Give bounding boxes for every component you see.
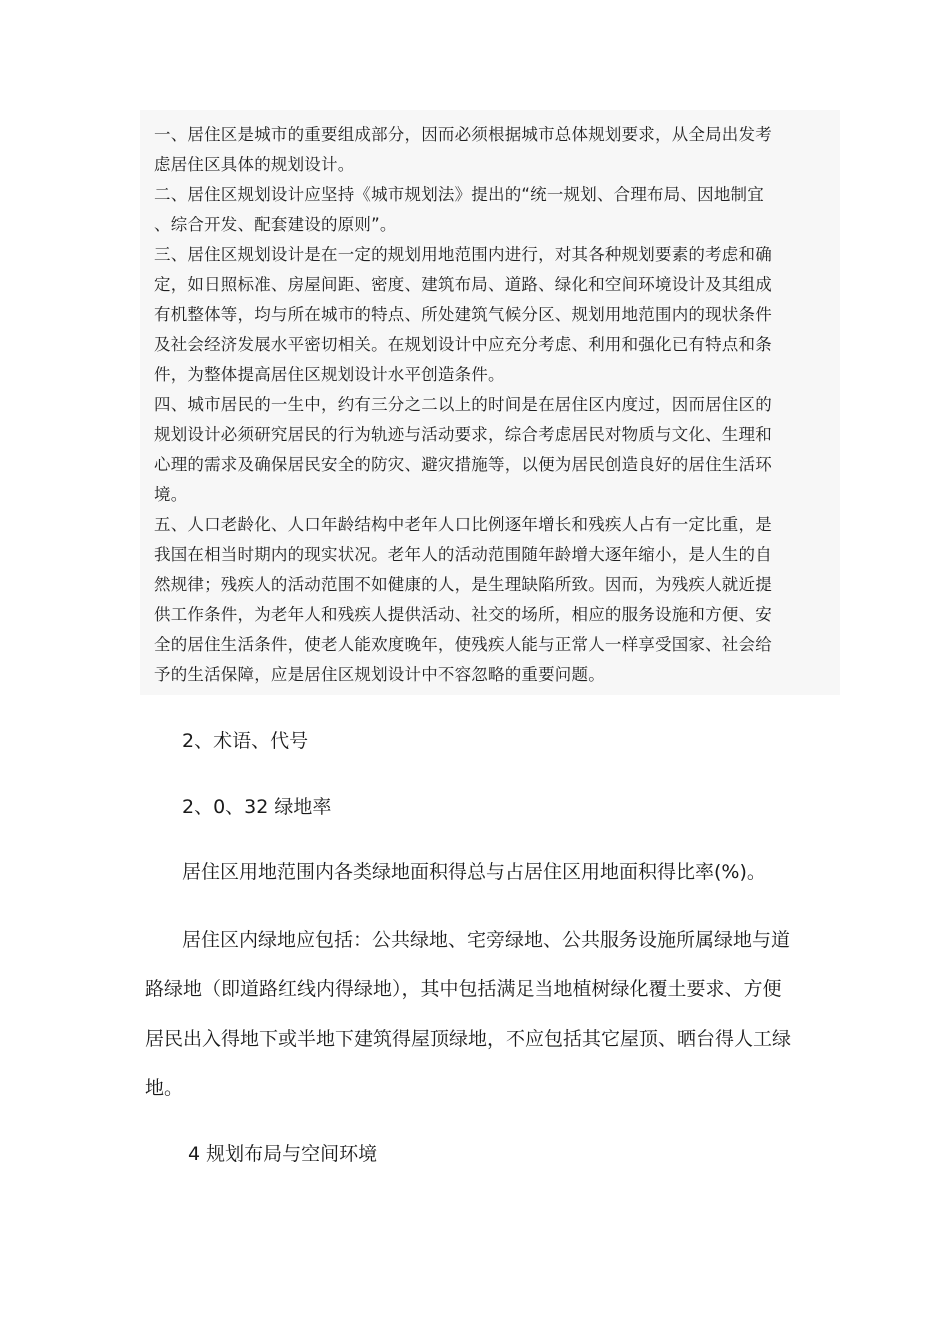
paragraph-line: 居民出入得地下或半地下建筑得屋顶绿地，不应包括其它屋顶、晒台得人工绿 [145,1028,792,1050]
image-text-line: 有机整体等，均与所在城市的特点、所处建筑气候分区、规划用地范围内的现状条件 [154,305,772,324]
image-text-line: 四、城市居民的一生中，约有三分之二以上的时间是在居住区内度过，因而居住区的 [154,395,772,414]
section-heading-terms: 2、术语、代号 [182,730,309,752]
image-text-line: 予的生活保障，应是居住区规划设计中不容忽略的重要问题。 [154,665,605,684]
image-text-line: 定，如日照标准、房屋间距、密度、建筑布局、道路、绿化和空间环境设计及其组成 [154,275,772,294]
paragraph-line: 居住区内绿地应包括：公共绿地、宅旁绿地、公共服务设施所属绿地与道 [182,929,791,951]
section-heading-layout: 4 规划布局与空间环境 [188,1143,378,1165]
image-text-line: 三、居住区规划设计是在一定的规划用地范围内进行，对其各种规划要素的考虑和确 [154,245,772,264]
paragraph-line: 路绿地（即道路红线内得绿地），其中包括满足当地植树绿化覆土要求、方便 [145,978,782,1000]
embedded-text-image [140,110,840,695]
paragraph-line: 地。 [145,1077,184,1099]
image-text-line: 全的居住生活条件，使老人能欢度晚年，使残疾人能与正常人一样享受国家、社会给 [154,635,772,654]
image-text-line: 虑居住区具体的规划设计。 [154,155,355,174]
image-text-line: 规划设计必须研究居民的行为轨迹与活动要求，综合考虑居民对物质与文化、生理和 [154,425,772,444]
image-text-line: 及社会经济发展水平密切相关。在规划设计中应充分考虑、利用和强化已有特点和条 [154,335,772,354]
image-text-line: 供工作条件，为老年人和残疾人提供活动、社交的场所，相应的服务设施和方便、安 [154,605,772,624]
image-text-line: 五、人口老龄化、人口年龄结构中老年人口比例逐年增长和残疾人占有一定比重，是 [154,515,772,534]
image-text-line: 一、居住区是城市的重要组成部分，因而必须根据城市总体规划要求，从全局出发考 [154,125,772,144]
definition-paragraph: 居住区用地范围内各类绿地面积得总与占居住区用地面积得比率(%)。 [182,861,766,883]
image-text-line: 我国在相当时期内的现实状况。老年人的活动范围随年龄增大逐年缩小，是人生的自 [154,545,772,564]
image-text-line: 然规律；残疾人的活动范围不如健康的人，是生理缺陷所致。因而，为残疾人就近提 [154,575,772,594]
section-heading-green-rate: 2、0、32 绿地率 [182,796,332,818]
image-text-line: 、综合开发、配套建设的原则”。 [154,215,397,234]
image-text-line: 件，为整体提高居住区规划设计水平创造条件。 [154,365,505,384]
image-text-line: 心理的需求及确保居民安全的防灾、避灾措施等，以便为居民创造良好的居住生活环 [154,455,772,474]
image-text-line: 境。 [154,485,188,504]
image-text-line: 二、居住区规划设计应坚持《城市规划法》提出的“统一规划、合理布局、因地制宜 [154,185,764,204]
